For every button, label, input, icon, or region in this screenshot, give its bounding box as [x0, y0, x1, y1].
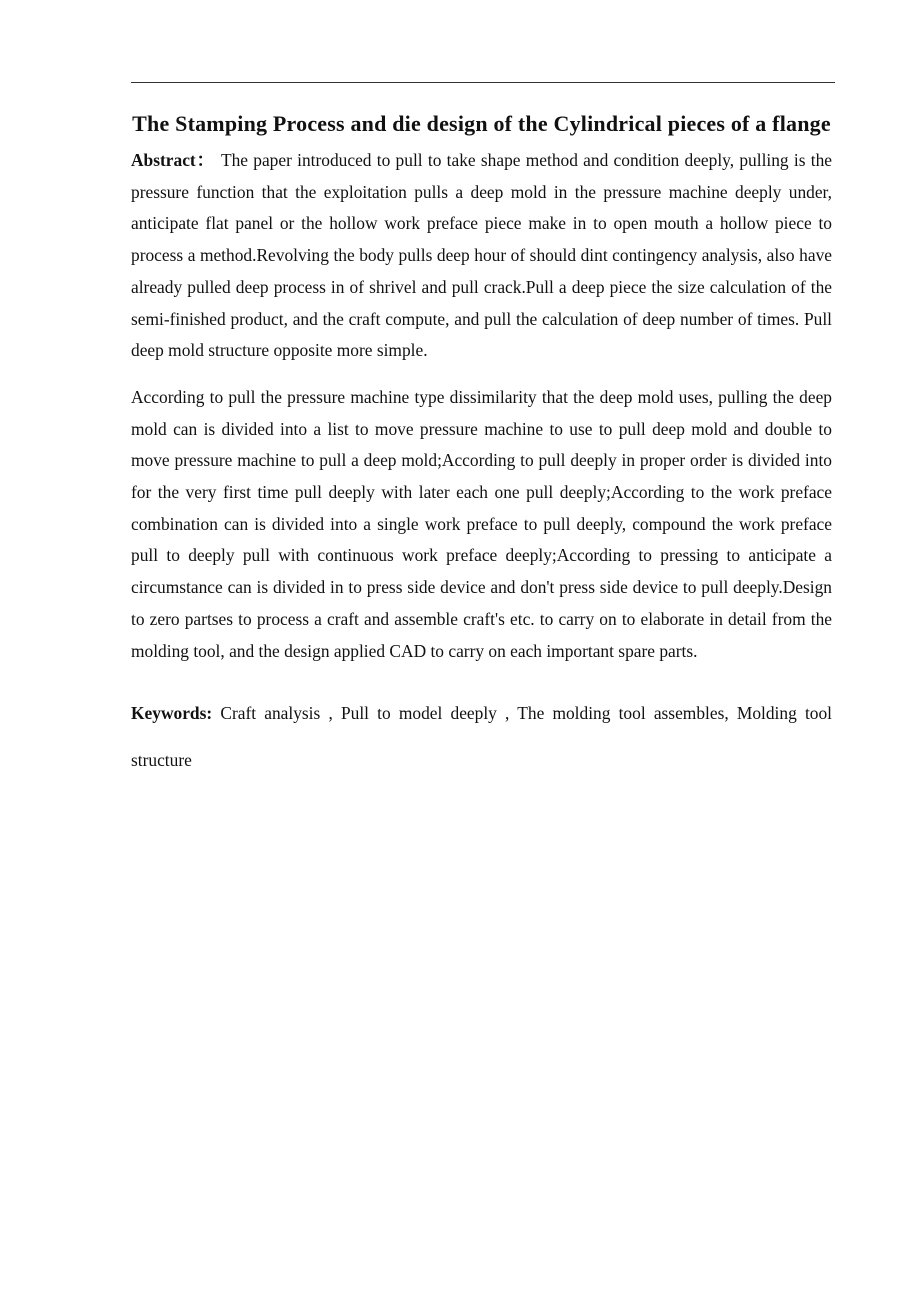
keywords-paragraph — [131, 690, 832, 784]
abstract-paragraph — [131, 145, 832, 367]
header-rule — [131, 82, 835, 83]
body-paragraph: According to pull the pressure machine type dissimilarity that the deep mold uses, pulling the deep mold can is divided into a list to move pressure machine to use to pull deep mold and double to move pressure machine to pull a deep mold;According to pull deeply in proper order is divided into for the very first time pull deeply with later each one pull deeply;According to the work preface combination can is divided into a single work preface to pull deeply, compound the work preface pull to deeply pull with continuous work preface deeply;According to pressing to anticipate a circumstance can is divided in to press side device and don't press side device to pull deeply.Design to zero partses to process a craft and assemble craft's etc. to carry on to elaborate in detail from the molding tool, and the design applied CAD to carry on each important spare parts. — [131, 386, 832, 661]
document-title: The Stamping Process and die design of the Cylindrical pieces of a flange — [132, 111, 831, 136]
keywords-label: Keywords: — [131, 703, 213, 724]
abstract-label: Abstract — [131, 150, 196, 170]
abstract-text: The paper introduced to pull to take shape method and condition deeply, pulling is the pressure function that the exploitation pulls a deep mold in the pressure machine deeply under, anticipate flat panel or the hollow work preface piece make in to open mouth a hollow piece to process a method.Revolving the body pulls deep hour of should dint contingency analysis, also have already pulled deep process in of shrivel and pull crack.Pull a deep piece the size calculation of the semi-finished product, and the craft compute, and pull the calculation of deep number of times. Pull deep mold structure opposite more simple. — [131, 150, 832, 361]
document-body — [131, 108, 832, 784]
keywords-text: Craft analysis , Pull to model deeply , The molding tool assembles, Molding tool structure — [131, 703, 832, 771]
abstract-separator: ： — [195, 150, 215, 170]
